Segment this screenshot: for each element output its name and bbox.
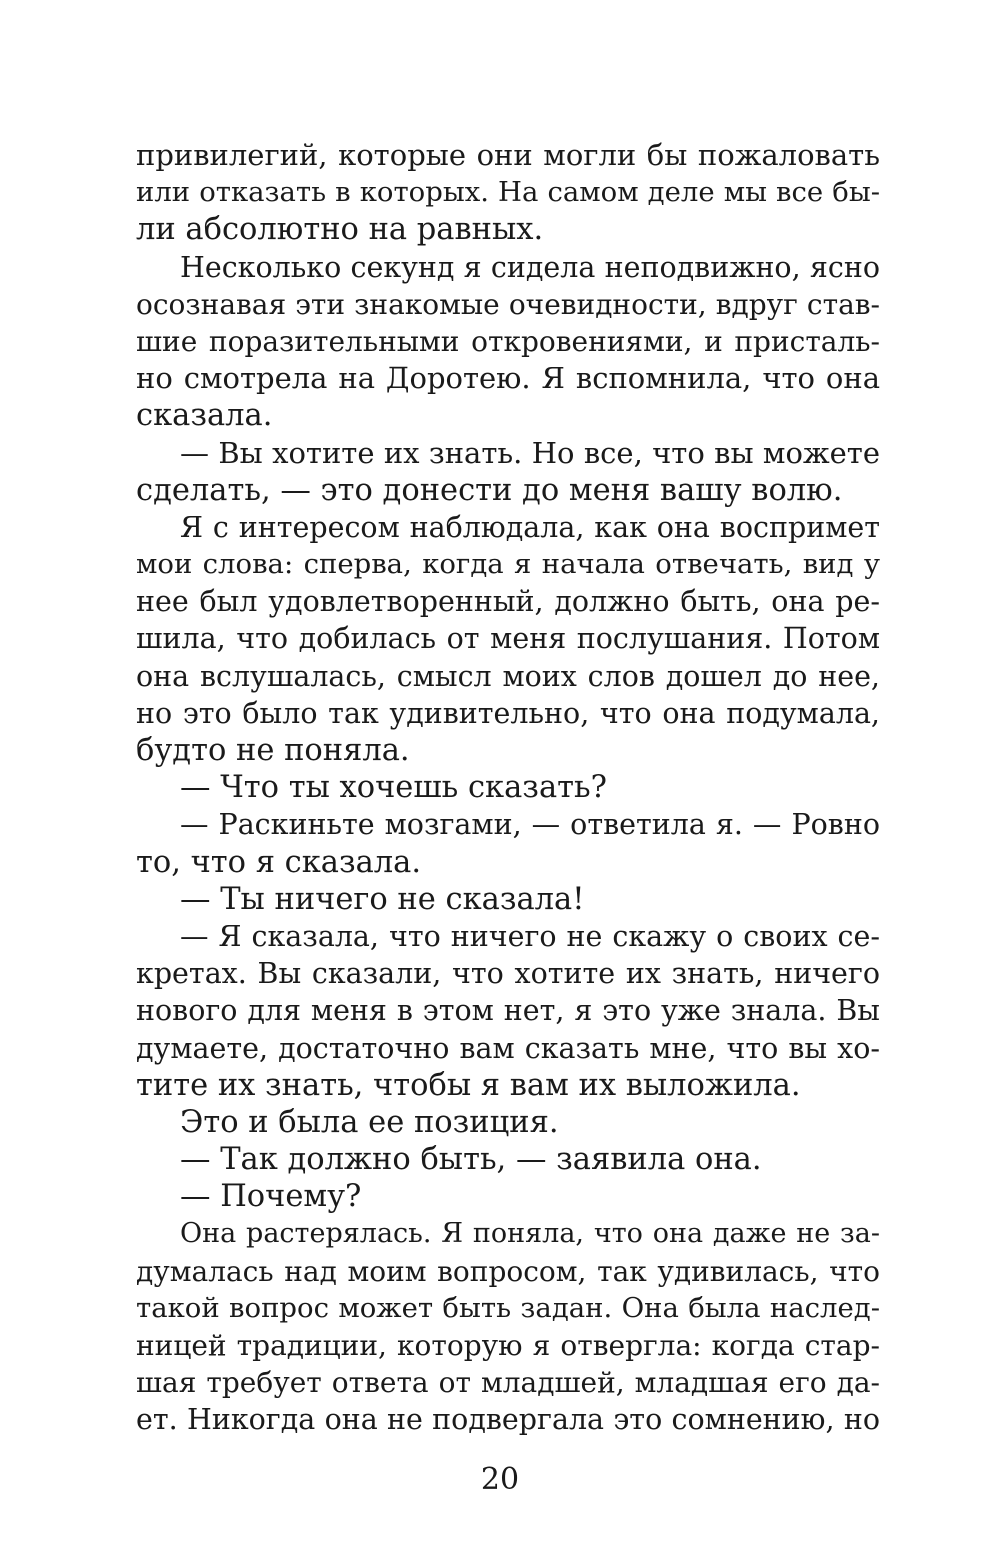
text-line: шая требует ответа от младшей, младшая его да- <box>136 1366 880 1400</box>
text-line: думалась над моим вопросом, так удивилась, что <box>136 1254 880 1288</box>
text-line: Я с интересом наблюдала, как она воспримет <box>180 510 880 544</box>
page-number: 20 <box>480 1462 520 1497</box>
text-line: ли абсолютно на равных. <box>136 212 544 248</box>
text-line: — Ты ничего не сказала! <box>180 881 585 917</box>
text-line: сделать, — это донести до меня вашу волю. <box>136 472 843 508</box>
text-line: шие поразительными откровениями, и присталь- <box>136 324 880 358</box>
text-line: такой вопрос может быть задан. Она была наслед- <box>136 1291 880 1324</box>
text-line: — Раскиньте мозгами, — ответила я. — Ровно <box>180 808 880 842</box>
text-line: шила, что добилась от меня послушания. Потом <box>136 622 880 656</box>
text-line: ницей традиции, которую я отвергла: когда стар- <box>136 1329 880 1362</box>
text-line: Это и была ее позиция. <box>180 1104 559 1140</box>
text-line: ет. Никогда она не подвергала это сомнению, но <box>136 1403 880 1437</box>
text-line: — Вы хотите их знать. Но все, что вы можете <box>180 435 880 470</box>
text-line: — Так должно быть, — заявила она. <box>180 1142 762 1178</box>
text-line: то, что я сказала. <box>136 844 422 880</box>
text-line: нового для меня в этом нет, я это уже знала. Вы <box>136 994 880 1028</box>
text-line: или отказать в которых. На самом деле мы все бы- <box>136 176 880 209</box>
text-line: — Что ты хочешь сказать? <box>180 770 607 806</box>
text-line: — Почему? <box>180 1179 362 1215</box>
text-line: тите их знать, чтобы я вам их выложила. <box>136 1067 801 1103</box>
text-line: но это было так удивительно, что она подумала, <box>136 696 880 730</box>
text-line: кретах. Вы сказали, что хотите их знать, ничего <box>136 957 880 991</box>
text-line: будто не поняла. <box>136 733 410 768</box>
text-line: Она растерялась. Я поняла, что она даже не за- <box>180 1218 880 1250</box>
text-line: Несколько секунд я сидела неподвижно, ясно <box>180 250 880 284</box>
body-text <box>136 137 880 1439</box>
text-line: но смотрела на Доротею. Я вспомнила, что она <box>136 361 880 396</box>
text-line: думаете, достаточно вам сказать мне, что вы хо- <box>136 1031 880 1065</box>
text-line: осознавая эти знакомые очевидности, вдруг став- <box>136 287 880 321</box>
text-line: она вслушалась, смысл моих слов дошел до нее, <box>136 659 880 693</box>
text-line: — Я сказала, что ничего не скажу о своих се- <box>180 919 880 953</box>
text-line: нее был удовлетворенный, должно быть, она ре- <box>136 585 880 619</box>
text-line: мои слова: сперва, когда я начала отвечать, вид у <box>136 548 880 581</box>
text-line: сказала. <box>136 398 273 434</box>
text-line: привилегий, которые они могли бы пожаловать <box>136 138 880 172</box>
